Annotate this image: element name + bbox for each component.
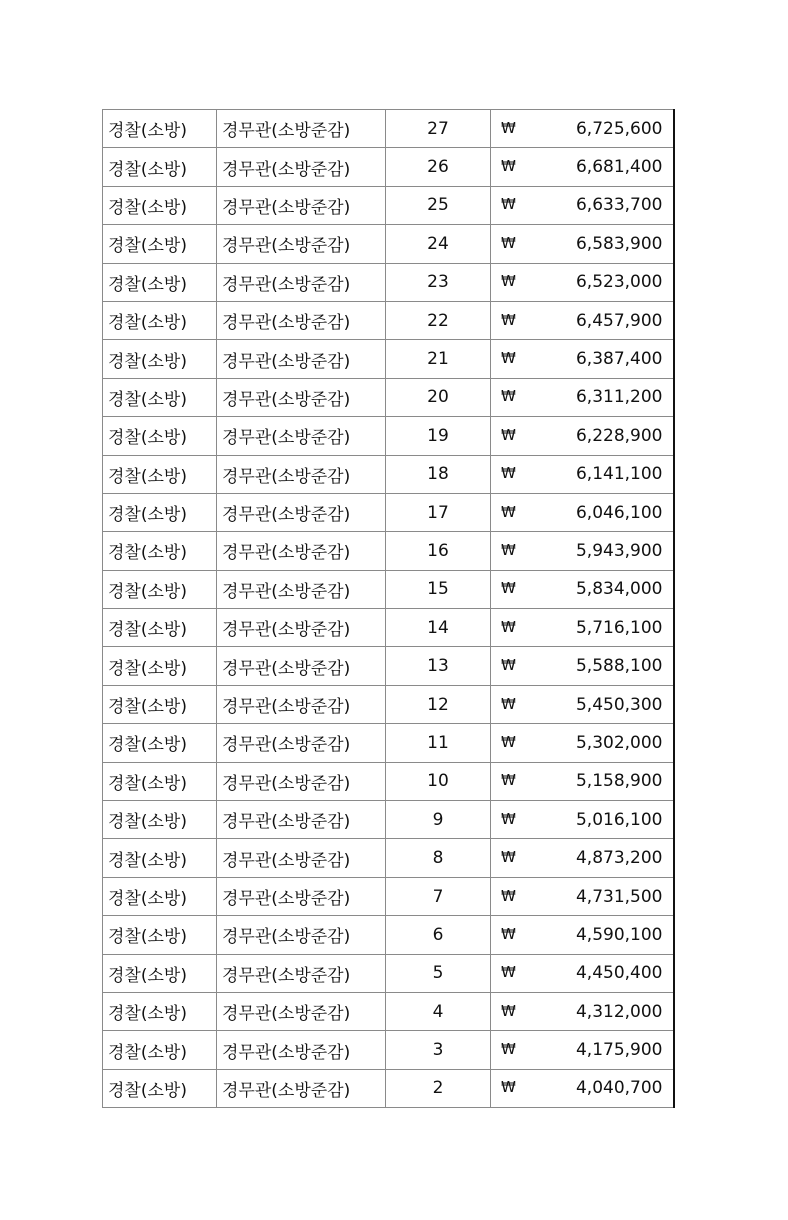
won-currency-icon: ₩ (501, 924, 516, 943)
won-currency-icon: ₩ (501, 732, 516, 751)
pay-amount: 4,175,900 (575, 1040, 663, 1061)
cell-step[interactable]: 23 (386, 263, 491, 301)
won-currency-icon: ₩ (501, 886, 516, 905)
won-currency-icon: ₩ (501, 1040, 516, 1059)
cell-step[interactable]: 26 (386, 148, 491, 186)
cell-rank[interactable]: 경무관(소방준감) (217, 839, 386, 877)
cell-step[interactable]: 7 (386, 877, 491, 915)
cell-organization[interactable]: 경찰(소방) (103, 839, 217, 877)
pay-amount: 6,583,900 (575, 233, 663, 254)
pay-amount: 5,716,100 (575, 617, 663, 638)
table-row (103, 378, 674, 416)
cell-rank[interactable]: 경무관(소방준감) (217, 609, 386, 647)
won-currency-icon: ₩ (501, 656, 516, 675)
table-row (103, 1069, 674, 1107)
pay-amount: 5,016,100 (575, 809, 663, 830)
cell-monthly-pay[interactable] (491, 839, 674, 877)
cell-organization[interactable]: 경찰(소방) (103, 916, 217, 954)
cell-step[interactable]: 17 (386, 493, 491, 531)
pay-amount: 5,158,900 (575, 771, 663, 792)
cell-monthly-pay[interactable] (491, 301, 674, 339)
cell-organization[interactable]: 경찰(소방) (103, 455, 217, 493)
cell-monthly-pay[interactable] (491, 609, 674, 647)
table-row (103, 225, 674, 263)
won-currency-icon: ₩ (501, 1078, 516, 1097)
cell-step[interactable]: 6 (386, 916, 491, 954)
cell-monthly-pay[interactable] (491, 685, 674, 723)
cell-monthly-pay[interactable] (491, 378, 674, 416)
cell-rank[interactable]: 경무관(소방준감) (217, 954, 386, 992)
cell-rank[interactable]: 경무관(소방준감) (217, 532, 386, 570)
won-currency-icon: ₩ (501, 502, 516, 521)
cell-rank[interactable]: 경무관(소방준감) (217, 647, 386, 685)
cell-organization[interactable]: 경찰(소방) (103, 417, 217, 455)
won-currency-icon: ₩ (501, 425, 516, 444)
cell-step[interactable]: 15 (386, 570, 491, 608)
cell-monthly-pay[interactable] (491, 647, 674, 685)
cell-monthly-pay[interactable] (491, 1031, 674, 1069)
cell-organization[interactable]: 경찰(소방) (103, 685, 217, 723)
cell-step[interactable]: 9 (386, 801, 491, 839)
cell-monthly-pay[interactable] (491, 877, 674, 915)
cell-step[interactable]: 11 (386, 724, 491, 762)
cell-step[interactable]: 4 (386, 992, 491, 1030)
cell-rank[interactable]: 경무관(소방준감) (217, 417, 386, 455)
cell-rank[interactable]: 경무관(소방준감) (217, 877, 386, 915)
cell-rank[interactable]: 경무관(소방준감) (217, 455, 386, 493)
won-currency-icon: ₩ (501, 233, 516, 252)
cell-monthly-pay[interactable] (491, 570, 674, 608)
pay-amount: 6,725,600 (575, 118, 663, 139)
table-row (103, 801, 674, 839)
won-currency-icon: ₩ (501, 349, 516, 368)
table-row (103, 724, 674, 762)
table-row (103, 570, 674, 608)
pay-amount: 4,040,700 (575, 1078, 663, 1099)
cell-rank[interactable]: 경무관(소방준감) (217, 263, 386, 301)
pay-amount: 4,450,400 (575, 963, 663, 984)
won-currency-icon: ₩ (501, 540, 516, 559)
cell-step[interactable]: 20 (386, 378, 491, 416)
cell-organization[interactable]: 경찰(소방) (103, 992, 217, 1030)
cell-step[interactable]: 12 (386, 685, 491, 723)
cell-monthly-pay[interactable] (491, 532, 674, 570)
table-row (103, 877, 674, 915)
cell-monthly-pay[interactable] (491, 148, 674, 186)
pay-amount: 5,834,000 (575, 579, 663, 600)
cell-rank[interactable]: 경무관(소방준감) (217, 493, 386, 531)
cell-rank[interactable]: 경무관(소방준감) (217, 148, 386, 186)
pay-amount: 6,046,100 (575, 502, 663, 523)
cell-organization[interactable]: 경찰(소방) (103, 570, 217, 608)
pay-amount: 6,681,400 (575, 157, 663, 178)
pay-amount: 5,943,900 (575, 540, 663, 561)
cell-organization[interactable]: 경찰(소방) (103, 647, 217, 685)
cell-organization[interactable]: 경찰(소방) (103, 1069, 217, 1107)
won-currency-icon: ₩ (501, 272, 516, 291)
cell-step[interactable]: 24 (386, 225, 491, 263)
cell-step[interactable]: 27 (386, 110, 491, 148)
cell-organization[interactable]: 경찰(소방) (103, 110, 217, 148)
won-currency-icon: ₩ (501, 848, 516, 867)
cell-step[interactable]: 13 (386, 647, 491, 685)
cell-organization[interactable]: 경찰(소방) (103, 877, 217, 915)
won-currency-icon: ₩ (501, 157, 516, 176)
cell-organization[interactable]: 경찰(소방) (103, 801, 217, 839)
won-currency-icon: ₩ (501, 310, 516, 329)
cell-monthly-pay[interactable] (491, 801, 674, 839)
won-currency-icon: ₩ (501, 694, 516, 713)
cell-step[interactable]: 22 (386, 301, 491, 339)
cell-rank[interactable]: 경무관(소방준감) (217, 916, 386, 954)
cell-organization[interactable]: 경찰(소방) (103, 724, 217, 762)
cell-monthly-pay[interactable] (491, 954, 674, 992)
cell-step[interactable]: 8 (386, 839, 491, 877)
table-row (103, 609, 674, 647)
won-currency-icon: ₩ (501, 1001, 516, 1020)
cell-rank[interactable]: 경무관(소방준감) (217, 225, 386, 263)
table-row (103, 148, 674, 186)
won-currency-icon: ₩ (501, 809, 516, 828)
table-row (103, 839, 674, 877)
cell-rank[interactable]: 경무관(소방준감) (217, 801, 386, 839)
cell-monthly-pay[interactable] (491, 186, 674, 224)
pay-amount: 6,228,900 (575, 425, 663, 446)
cell-monthly-pay[interactable] (491, 417, 674, 455)
table-row (103, 992, 674, 1030)
table-row (103, 647, 674, 685)
won-currency-icon: ₩ (501, 118, 516, 137)
cell-rank[interactable]: 경무관(소방준감) (217, 1069, 386, 1107)
pay-amount: 5,302,000 (575, 732, 663, 753)
table-row (103, 340, 674, 378)
cell-organization[interactable]: 경찰(소방) (103, 378, 217, 416)
cell-step[interactable]: 25 (386, 186, 491, 224)
pay-amount: 4,731,500 (575, 886, 663, 907)
cell-organization[interactable]: 경찰(소방) (103, 609, 217, 647)
won-currency-icon: ₩ (501, 771, 516, 790)
cell-step[interactable]: 21 (386, 340, 491, 378)
cell-monthly-pay[interactable] (491, 1069, 674, 1107)
won-currency-icon: ₩ (501, 195, 516, 214)
cell-organization[interactable]: 경찰(소방) (103, 493, 217, 531)
salary-table-body (103, 110, 674, 1108)
table-row (103, 110, 674, 148)
salary-table (102, 109, 675, 1108)
pay-amount: 5,588,100 (575, 656, 663, 677)
cell-organization[interactable]: 경찰(소방) (103, 148, 217, 186)
cell-step[interactable]: 5 (386, 954, 491, 992)
won-currency-icon: ₩ (501, 617, 516, 636)
pay-amount: 6,141,100 (575, 464, 663, 485)
table-row (103, 263, 674, 301)
cell-rank[interactable]: 경무관(소방준감) (217, 570, 386, 608)
cell-monthly-pay[interactable] (491, 225, 674, 263)
cell-monthly-pay[interactable] (491, 340, 674, 378)
cell-rank[interactable]: 경무관(소방준감) (217, 186, 386, 224)
cell-monthly-pay[interactable] (491, 455, 674, 493)
table-row (103, 532, 674, 570)
cell-organization[interactable]: 경찰(소방) (103, 762, 217, 800)
cell-rank[interactable]: 경무관(소방준감) (217, 1031, 386, 1069)
pay-amount: 4,873,200 (575, 848, 663, 869)
pay-amount: 4,590,100 (575, 924, 663, 945)
table-row (103, 186, 674, 224)
cell-rank[interactable]: 경무관(소방준감) (217, 340, 386, 378)
cell-monthly-pay[interactable] (491, 110, 674, 148)
cell-rank[interactable]: 경무관(소방준감) (217, 724, 386, 762)
cell-organization[interactable]: 경찰(소방) (103, 340, 217, 378)
cell-organization[interactable]: 경찰(소방) (103, 1031, 217, 1069)
cell-rank[interactable]: 경무관(소방준감) (217, 378, 386, 416)
cell-step[interactable]: 2 (386, 1069, 491, 1107)
table-row (103, 1031, 674, 1069)
won-currency-icon: ₩ (501, 963, 516, 982)
pay-amount: 4,312,000 (575, 1001, 663, 1022)
won-currency-icon: ₩ (501, 387, 516, 406)
table-row (103, 762, 674, 800)
cell-rank[interactable]: 경무관(소방준감) (217, 685, 386, 723)
cell-step[interactable]: 10 (386, 762, 491, 800)
cell-step[interactable]: 19 (386, 417, 491, 455)
table-row (103, 417, 674, 455)
cell-rank[interactable]: 경무관(소방준감) (217, 762, 386, 800)
table-row (103, 916, 674, 954)
pay-amount: 6,523,000 (575, 272, 663, 293)
pay-amount: 5,450,300 (575, 694, 663, 715)
cell-step[interactable]: 18 (386, 455, 491, 493)
cell-step[interactable]: 3 (386, 1031, 491, 1069)
cell-organization[interactable]: 경찰(소방) (103, 532, 217, 570)
table-row (103, 493, 674, 531)
pay-amount: 6,457,900 (575, 310, 663, 331)
cell-rank[interactable]: 경무관(소방준감) (217, 301, 386, 339)
cell-rank[interactable]: 경무관(소방준감) (217, 110, 386, 148)
cell-rank[interactable]: 경무관(소방준감) (217, 992, 386, 1030)
pay-amount: 6,633,700 (575, 195, 663, 216)
cell-monthly-pay[interactable] (491, 762, 674, 800)
cell-monthly-pay[interactable] (491, 992, 674, 1030)
cell-organization[interactable]: 경찰(소방) (103, 186, 217, 224)
table-row (103, 455, 674, 493)
cell-step[interactable]: 16 (386, 532, 491, 570)
table-row (103, 301, 674, 339)
cell-organization[interactable]: 경찰(소방) (103, 263, 217, 301)
cell-organization[interactable]: 경찰(소방) (103, 225, 217, 263)
table-row (103, 954, 674, 992)
cell-monthly-pay[interactable] (491, 263, 674, 301)
pay-amount: 6,387,400 (575, 349, 663, 370)
won-currency-icon: ₩ (501, 464, 516, 483)
won-currency-icon: ₩ (501, 579, 516, 598)
cell-organization[interactable]: 경찰(소방) (103, 301, 217, 339)
cell-step[interactable]: 14 (386, 609, 491, 647)
table-row (103, 685, 674, 723)
cell-organization[interactable]: 경찰(소방) (103, 954, 217, 992)
cell-monthly-pay[interactable] (491, 724, 674, 762)
pay-amount: 6,311,200 (575, 387, 663, 408)
cell-monthly-pay[interactable] (491, 493, 674, 531)
cell-monthly-pay[interactable] (491, 916, 674, 954)
